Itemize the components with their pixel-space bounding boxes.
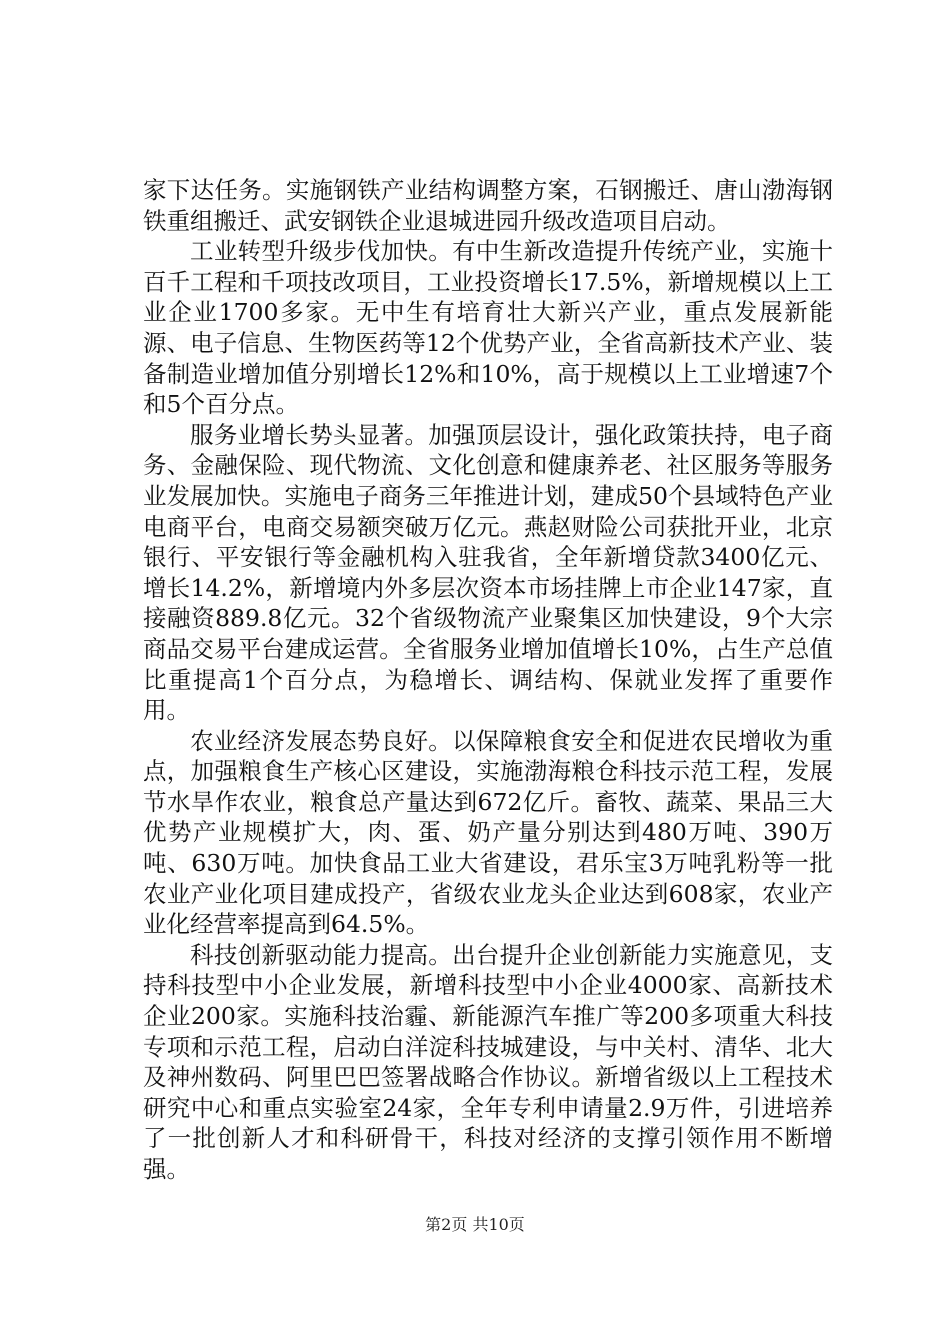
page-number-footer: 第2页 共10页 <box>425 1215 525 1234</box>
paragraph-services: 服务业增长势头显著。加强顶层设计，强化政策扶持，电子商务、金融保险、现代物流、文化创意和健康养老、社区服务等服务业发展加快。实施电子商务三年推进计划，建成50个县域特色产业电商平台，电商交易额突破万亿元。燕赵财险公司获批开业，北京银行、平安银行等金融机构入驻我省，全年新增贷款3400亿元、增长14.2%，新增境内外多层次资本市场挂牌上市企业147家，直接融资889.8亿元。32个省级物流产业聚集区加快建设，9个大宗商品交易平台建成运营。全省服务业增加值增长10%，占生产总值比重提高1个百分点，为稳增长、调结构、保就业发挥了重要作用。 <box>143 420 833 725</box>
paragraph-technology: 科技创新驱动能力提高。出台提升企业创新能力实施意见，支持科技型中小企业发展，新增科技型中小企业4000家、高新技术企业200家。实施科技治霾、新能源汽车推广等200多项重大科技专项和示范工程，启动白洋淀科技城建设，与中关村、清华、北大及神州数码、阿里巴巴签署战略合作协议。新增省级以上工程技术研究中心和重点实验室24家，全年专利申请量2.9万件，引进培养了一批创新人才和科研骨干，科技对经济的支撑引领作用不断增强。 <box>143 940 833 1183</box>
document-body <box>143 175 833 1185</box>
paragraph-continuation: 家下达任务。实施钢铁产业结构调整方案，石钢搬迁、唐山渤海钢铁重组搬迁、武安钢铁企业退城进园升级改造项目启动。 <box>143 176 833 235</box>
paragraph-agriculture: 农业经济发展态势良好。以保障粮食安全和促进农民增收为重点，加强粮食生产核心区建设，实施渤海粮仓科技示范工程，发展节水旱作农业，粮食总产量达到672亿斤。畜牧、蔬菜、果品三大优势产业规模扩大，肉、蛋、奶产量分别达到480万吨、390万吨、630万吨。加快食品工业大省建设，君乐宝3万吨乳粉等一批农业产业化项目建成投产，省级农业龙头企业达到608家，农业产业化经营率提高到64.5%。 <box>143 726 833 939</box>
paragraph-industry: 工业转型升级步伐加快。有中生新改造提升传统产业，实施十百千工程和千项技改项目，工业投资增长17.5%，新增规模以上工业企业1700多家。无中生有培育壮大新兴产业，重点发展新能源、电子信息、生物医药等12个优势产业，全省高新技术产业、装备制造业增加值分别增长12%和10%，高于规模以上工业增速7个和5个百分点。 <box>143 237 833 419</box>
